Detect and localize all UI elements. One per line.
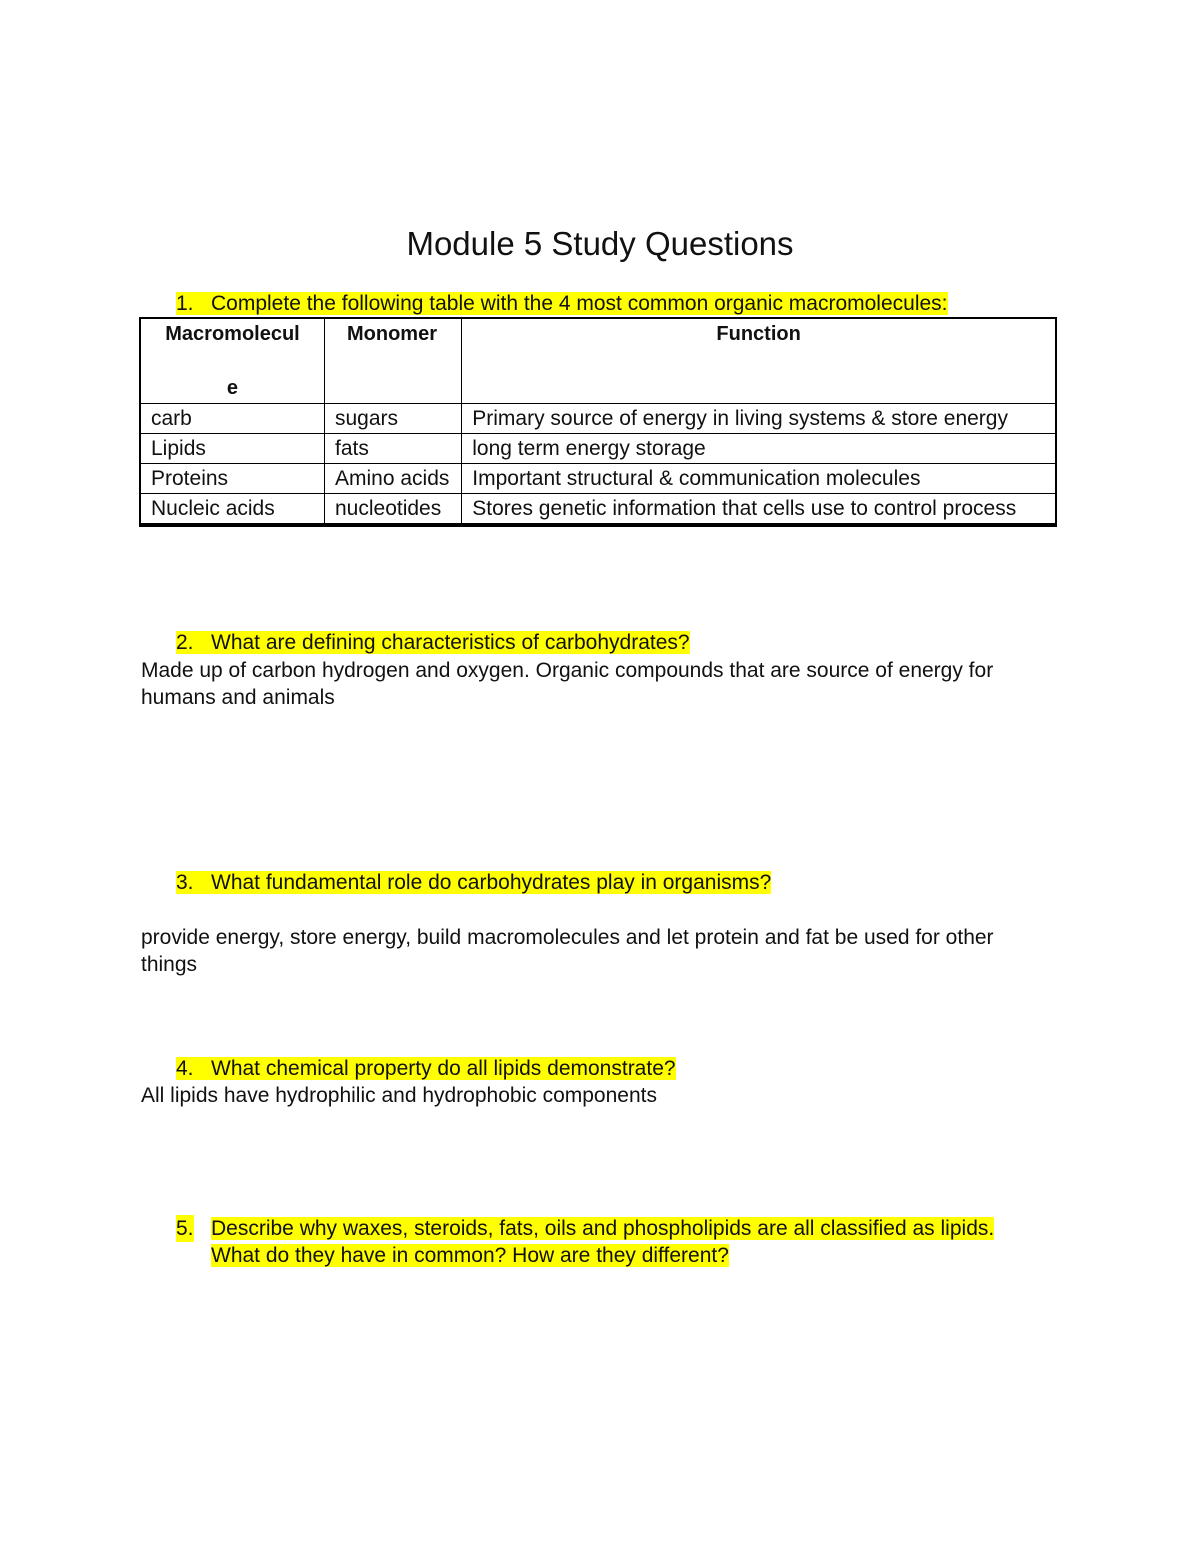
question-3 xyxy=(176,869,771,896)
answer-3: provide energy, store energy, build macromolecules and let protein and fat be used for other things xyxy=(141,926,994,976)
answer-4: All lipids have hydrophilic and hydrophobic components xyxy=(141,1084,657,1107)
cell-function: Primary source of energy in living systems & store energy xyxy=(462,404,1056,434)
table-row xyxy=(140,494,1056,526)
question-1-text: Complete the following table with the 4 most common organic macromolecules: xyxy=(211,292,948,315)
page-title: Module 5 Study Questions xyxy=(406,225,794,262)
header-macromolecule-line1: Macromolecul xyxy=(165,323,300,345)
cell-macromolecule: Proteins xyxy=(140,464,324,494)
question-4-number: 4. xyxy=(176,1057,194,1080)
question-3-text: What fundamental role do carbohydrates play in organisms? xyxy=(211,871,772,894)
header-macromolecule xyxy=(140,318,324,404)
cell-monomer: sugars xyxy=(324,404,461,434)
question-5 xyxy=(176,1215,1038,1269)
question-4-text: What chemical property do all lipids demonstrate? xyxy=(211,1057,676,1080)
question-5-number: 5. xyxy=(176,1217,194,1240)
cell-monomer: Amino acids xyxy=(324,464,461,494)
header-monomer: Monomer xyxy=(324,318,461,404)
macromolecules-table xyxy=(139,317,1057,527)
cell-monomer: fats xyxy=(324,434,461,464)
cell-monomer: nucleotides xyxy=(324,494,461,526)
cell-function: Stores genetic information that cells use to control process xyxy=(462,494,1056,526)
question-3-number: 3. xyxy=(176,871,194,894)
answer-2: Made up of carbon hydrogen and oxygen. Organic compounds that are source of energy for humans and animals xyxy=(141,659,994,709)
header-macromolecule-line2: e xyxy=(226,377,239,399)
cell-function: Important structural & communication molecules xyxy=(462,464,1056,494)
question-5-text: Describe why waxes, steroids, fats, oils and phospholipids are all classified as lipids. What do they have in common? How are they different? xyxy=(211,1217,995,1267)
question-2 xyxy=(176,629,690,656)
cell-macromolecule: Lipids xyxy=(140,434,324,464)
question-4 xyxy=(176,1055,676,1082)
question-1-number: 1. xyxy=(176,292,194,315)
table-row xyxy=(140,434,1056,464)
cell-macromolecule: carb xyxy=(140,404,324,434)
cell-function: long term energy storage xyxy=(462,434,1056,464)
table-row xyxy=(140,404,1056,434)
table-row xyxy=(140,464,1056,494)
question-2-number: 2. xyxy=(176,631,194,654)
header-function: Function xyxy=(462,318,1056,404)
table-header-row xyxy=(140,318,1056,404)
question-2-text: What are defining characteristics of carbohydrates? xyxy=(211,631,690,654)
cell-macromolecule: Nucleic acids xyxy=(140,494,324,526)
question-1 xyxy=(176,290,948,317)
